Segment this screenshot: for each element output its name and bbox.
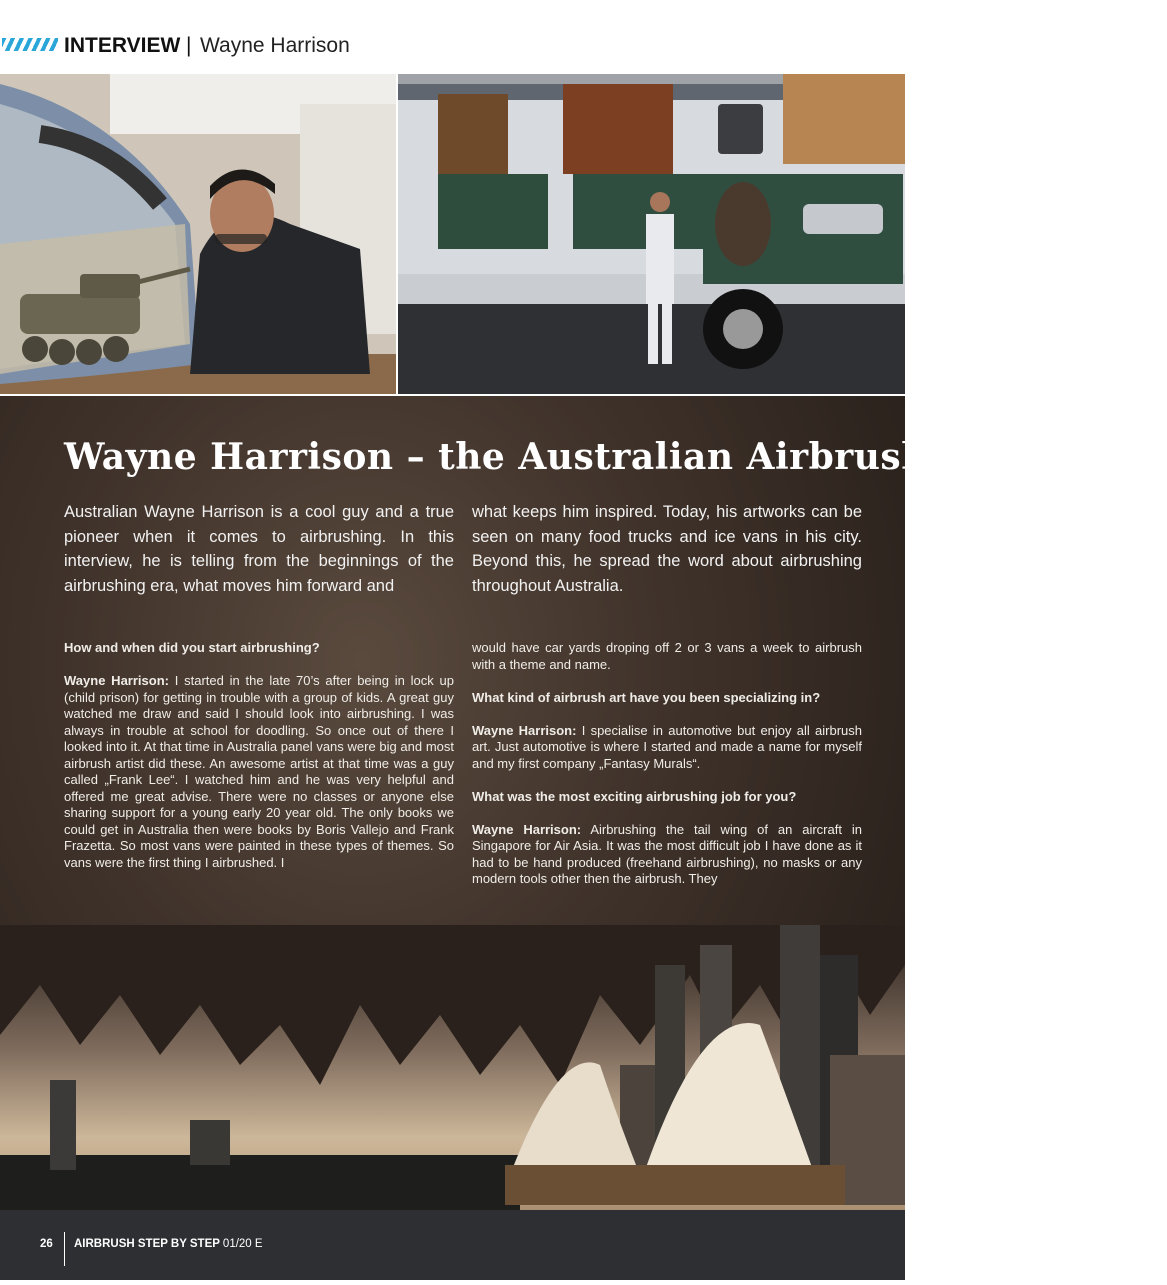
speaker-label: Wayne Harrison:: [64, 673, 169, 688]
section-label: INTERVIEW: [64, 34, 181, 57]
answer-2-text: I specialise in automotive but enjoy all airbrush art. Just automotive is where I started and made a name for myself and my first company „Fantasy Murals“.: [472, 722, 862, 771]
answer-1-continued: would have car yards droping off 2 or 3 vans a week to airbrush with a theme and name.: [472, 640, 862, 672]
page-header: [0, 0, 905, 75]
page-number: 26: [40, 1238, 53, 1250]
question-2: What kind of airbrush art have you been specializing in?: [472, 689, 821, 705]
section-stripes-icon: [2, 38, 58, 51]
footer-divider: [64, 1232, 65, 1266]
skyline-illustration: [0, 925, 905, 1280]
answer-3: [472, 822, 862, 888]
answer-3-text: Airbrushing the tail wing of an aircraft in Singapore for Air Asia. It was the most difficult job I have done as it had to be hand produced (freehand airbrushing), no masks or any modern tools other then the airbrush. They: [472, 821, 862, 886]
question-1: How and when did you start airbrushing?: [64, 640, 320, 655]
article-title: Wayne Harrison – the Australian Airbrushing Pioneer: [64, 436, 1167, 478]
section-separator: |: [186, 34, 192, 57]
photo-truck-illustration: [398, 74, 905, 394]
issue-label: 01/20 E: [222, 1238, 263, 1250]
intro-right: what keeps him inspired. Today, his artworks can be seen on many food trucks and ice vans in his city. Beyond this, he spread the word about airbrushing throughout Australia.: [472, 503, 862, 595]
photo-artist-illustration: [0, 74, 396, 394]
speaker-label: Wayne Harrison:: [472, 722, 577, 738]
page-footer: [40, 1238, 263, 1250]
intro-left: Australian Wayne Harrison is a cool guy and a true pioneer when it comes to airbrushing. In this interview, he is telling from the beginnings of the airbrushing era, what moves him forward and: [64, 503, 454, 595]
section-name: Wayne Harrison: [200, 34, 350, 57]
magazine-name: AIRBRUSH STEP BY STEP: [74, 1238, 220, 1250]
interview-column-left: [64, 640, 454, 888]
interview-column-right: [472, 640, 862, 904]
answer-2: [472, 723, 862, 773]
sydney-skyline-image: [0, 925, 905, 1280]
speaker-label: Wayne Harrison:: [472, 821, 582, 837]
answer-1-text: I started in the late 70’s after being in lock up (child prison) for getting in trouble with a group of kids. A great guy watched me draw and said I should look into airbrushing. I was always in trouble at school for doodling. So once out of there I looked into it. At that time in Australia panel vans were big and most airbrush artist did these. An awesome artist at that time was a guy called „Frank Lee“. I watched him and he was very helpful and offered me great advise. There were no classes or anyone else sharing support for a young early 20 year old. The only books we could get in Australia then were books by Boris Vallejo and Frank Frazetta. So most vans were painted in these types of themes. So vans were the first thing I airbrushed. I: [64, 673, 454, 870]
answer-1: [64, 673, 454, 871]
photo-artist-at-work: [0, 74, 396, 394]
photo-painted-truck: [398, 74, 905, 394]
question-3: What was the most exciting airbrushing job for you?: [472, 788, 797, 804]
